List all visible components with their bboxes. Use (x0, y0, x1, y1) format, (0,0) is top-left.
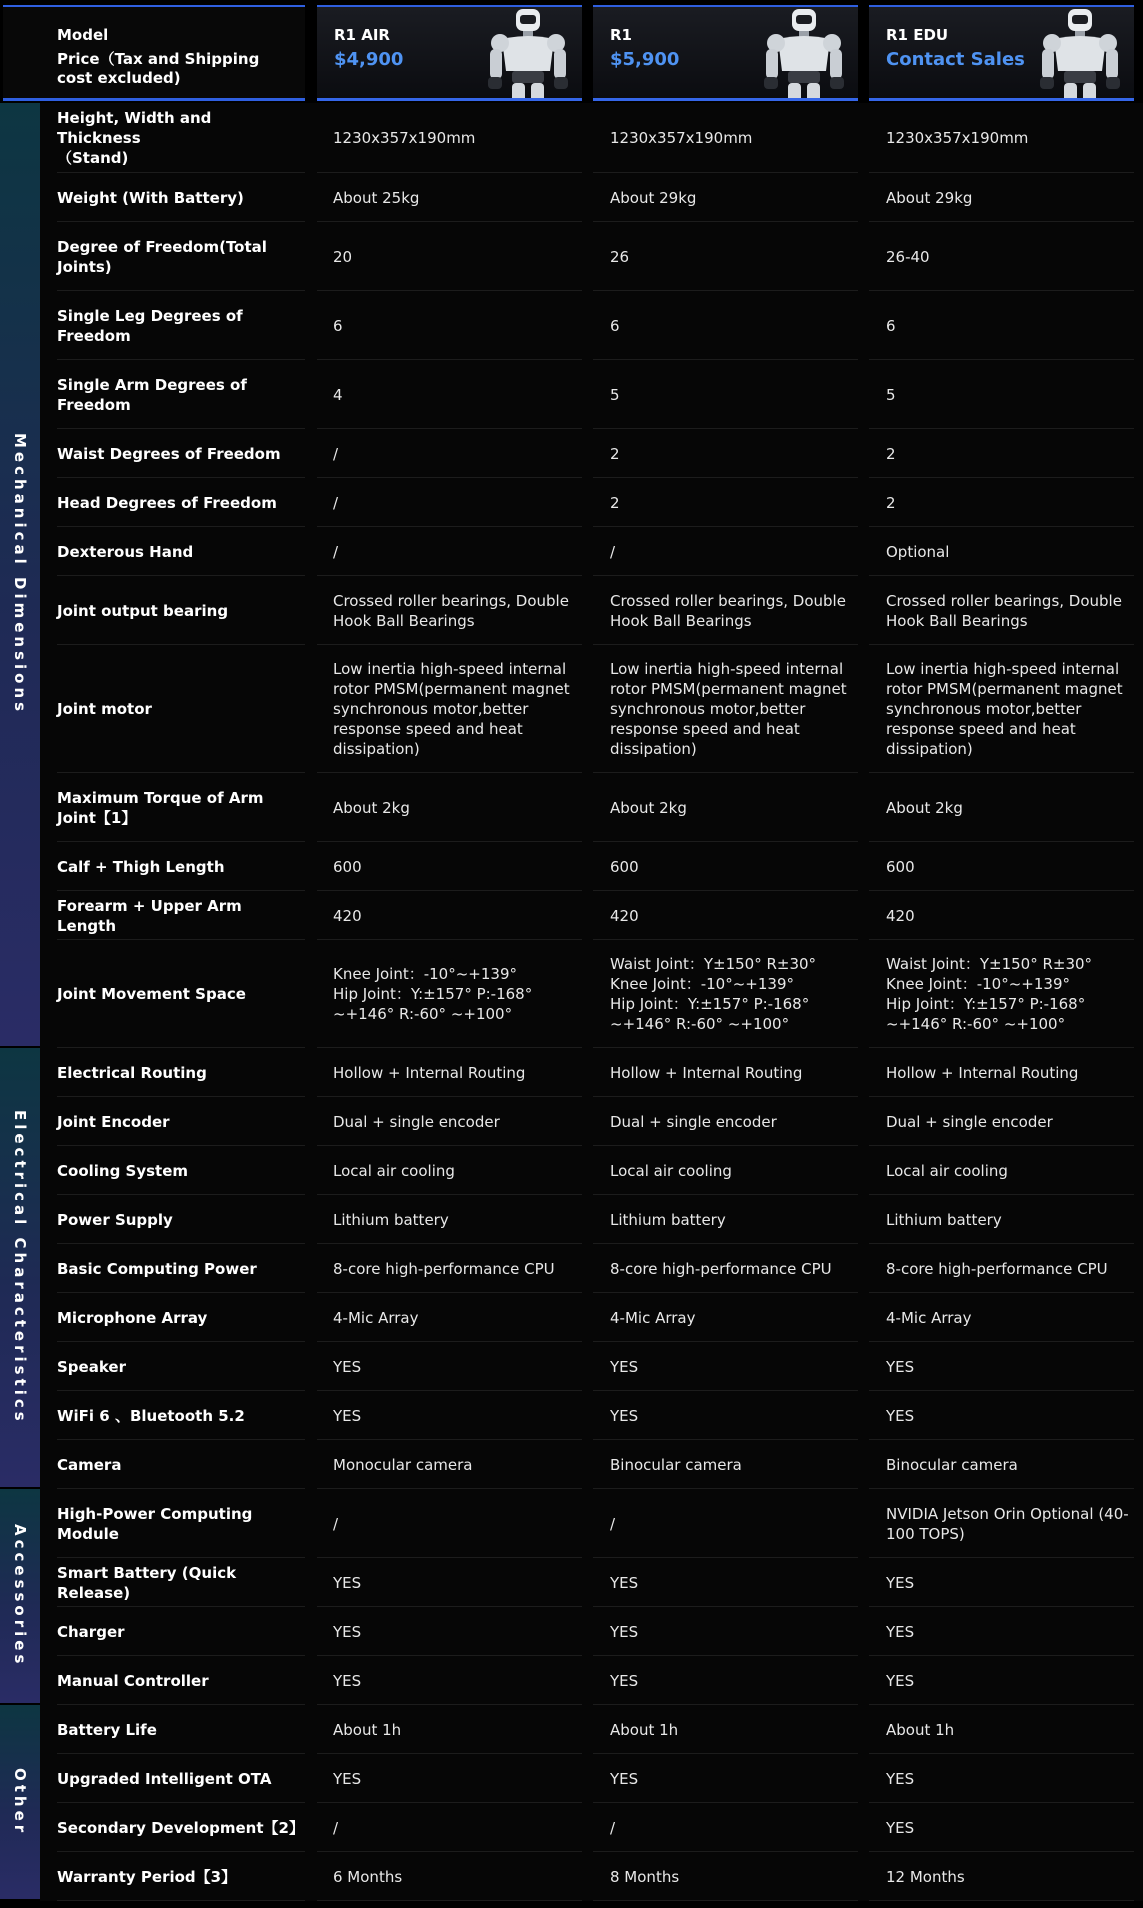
row-label: Upgraded Intelligent OTA (57, 1769, 272, 1788)
spec-value: 4-Mic Array (333, 1308, 419, 1327)
spec-value: 6 (333, 316, 343, 335)
spec-value: YES (886, 1573, 915, 1592)
row-label: Electrical Routing (57, 1063, 207, 1082)
spec-value: Lithium battery (333, 1210, 449, 1229)
spec-value: 26 (610, 247, 630, 266)
row-label: Joint motor (57, 700, 152, 718)
category-band (0, 1048, 40, 1487)
category-label: Mechanical Dimensions (11, 433, 29, 716)
spec-value: Low inertia high-speed internal rotor PMSM(permanent magnet synchronous motor,better response speed and heat dissipation) (610, 660, 847, 758)
row-label: Joint Encoder (57, 1112, 170, 1131)
row-label: Manual Controller (57, 1671, 209, 1690)
product-price: $4,900 (334, 49, 404, 70)
row-label: Warranty Period【3】 (57, 1867, 237, 1886)
spec-value: Crossed roller bearings, Double Hook Ball Bearings (886, 591, 1122, 630)
spec-value: 4-Mic Array (886, 1308, 972, 1327)
category-band (0, 1489, 40, 1703)
row-label: Maximum Torque of Arm Joint【1】 (57, 788, 264, 827)
spec-value: About 2kg (333, 798, 410, 817)
spec-value: 420 (333, 906, 362, 925)
price-label: Price（Tax and Shipping cost excluded) (57, 50, 260, 87)
spec-value: 8-core high-performance CPU (333, 1259, 555, 1278)
category-label: Accessories (11, 1524, 29, 1668)
header-model-cell (3, 5, 305, 101)
spec-value: 4 (333, 385, 343, 404)
spec-value: YES (886, 1357, 915, 1376)
row-label: Smart Battery (Quick Release) (57, 1563, 237, 1602)
spec-value: YES (333, 1357, 362, 1376)
category-label: Electrical Characteristics (11, 1110, 29, 1425)
spec-value: 420 (610, 906, 639, 925)
product-name: R1 AIR (334, 26, 390, 44)
spec-value: About 25kg (333, 188, 420, 207)
spec-value: 1230x357x190mm (886, 129, 1029, 147)
row-label: WiFi 6 、Bluetooth 5.2 (57, 1406, 245, 1425)
spec-value: Dual + single encoder (610, 1112, 777, 1131)
row-label: Head Degrees of Freedom (57, 493, 277, 512)
spec-value: 420 (886, 906, 915, 925)
spec-value: About 1h (886, 1720, 955, 1739)
row-label: Single Arm Degrees of Freedom (57, 375, 247, 414)
spec-value: Lithium battery (610, 1210, 726, 1229)
spec-value: / (333, 542, 339, 561)
spec-value: About 2kg (610, 798, 687, 817)
spec-value: 26-40 (886, 247, 930, 266)
row-label: Single Leg Degrees of Freedom (57, 306, 243, 345)
spec-value: YES (610, 1573, 639, 1592)
spec-value: Hollow + Internal Routing (886, 1063, 1079, 1082)
spec-value: YES (886, 1671, 915, 1690)
spec-value: 600 (610, 857, 639, 876)
product-price: Contact Sales (886, 49, 1025, 70)
row-label: Calf + Thigh Length (57, 857, 225, 876)
spec-value: / (333, 1514, 339, 1533)
spec-value: 600 (333, 857, 362, 876)
spec-value: YES (333, 1573, 362, 1592)
spec-value: About 29kg (886, 188, 973, 207)
spec-value: YES (610, 1622, 639, 1641)
spec-value: 6 Months (333, 1867, 403, 1886)
spec-value: 2 (886, 444, 896, 463)
spec-value: YES (886, 1818, 915, 1837)
spec-value: 2 (886, 493, 896, 512)
spec-value: 2 (610, 493, 620, 512)
spec-value: Local air cooling (886, 1161, 1008, 1180)
row-label: Waist Degrees of Freedom (57, 444, 281, 463)
category-band (0, 103, 40, 1046)
spec-value: Local air cooling (333, 1161, 455, 1180)
spec-value: Dual + single encoder (333, 1112, 500, 1131)
spec-value: / (610, 1514, 616, 1533)
spec-value: / (610, 1818, 616, 1837)
spec-value: Lithium battery (886, 1210, 1002, 1229)
robot-image (754, 7, 854, 101)
product-price: $5,900 (610, 49, 680, 70)
spec-value: Low inertia high-speed internal rotor PMSM(permanent magnet synchronous motor,better response speed and heat dissipation) (333, 660, 570, 758)
model-label: Model (57, 26, 109, 44)
spec-value: 8-core high-performance CPU (886, 1259, 1108, 1278)
category-band (0, 1705, 40, 1899)
spec-value: 6 (886, 316, 896, 335)
row-label: Basic Computing Power (57, 1259, 257, 1278)
product-name: R1 EDU (886, 26, 949, 44)
spec-value: About 1h (333, 1720, 402, 1739)
category-label: Other (11, 1767, 29, 1837)
spec-value: / (610, 542, 616, 561)
spec-value: Monocular camera (333, 1455, 473, 1474)
row-label: Microphone Array (57, 1308, 208, 1327)
spec-value: Local air cooling (610, 1161, 732, 1180)
spec-value: 20 (333, 247, 353, 266)
row-label: High-Power Computing Module (57, 1504, 253, 1543)
spec-value: YES (610, 1671, 639, 1690)
spec-value: Hollow + Internal Routing (333, 1063, 526, 1082)
product-name: R1 (610, 26, 632, 44)
spec-value: 2 (610, 444, 620, 463)
spec-value: YES (886, 1622, 915, 1641)
spec-value: 4-Mic Array (610, 1308, 696, 1327)
spec-value: YES (333, 1622, 362, 1641)
spec-value: About 2kg (886, 798, 963, 817)
spec-value: YES (333, 1406, 362, 1425)
spec-value: YES (610, 1769, 639, 1788)
spec-value: Optional (886, 542, 950, 561)
spec-value: 600 (886, 857, 915, 876)
spec-value: Binocular camera (886, 1455, 1018, 1474)
spec-value: 5 (886, 385, 896, 404)
product-column-r1 (593, 5, 858, 101)
row-label: Forearm + Upper Arm Length (57, 896, 242, 935)
spec-value: YES (610, 1406, 639, 1425)
row-label: Power Supply (57, 1210, 173, 1229)
spec-value: Crossed roller bearings, Double Hook Ball Bearings (333, 591, 569, 630)
spec-value: / (333, 444, 339, 463)
row-label: Joint output bearing (57, 601, 229, 620)
spec-value: NVIDIA Jetson Orin Optional (40-100 TOPS) (886, 1504, 1129, 1543)
row-label: Weight (With Battery) (57, 188, 244, 207)
spec-value: YES (886, 1769, 915, 1788)
row-label: Charger (57, 1622, 125, 1641)
product-column-r1-edu (869, 5, 1134, 101)
row-label: Speaker (57, 1357, 126, 1376)
spec-value: 1230x357x190mm (610, 129, 753, 147)
spec-value: Hollow + Internal Routing (610, 1063, 803, 1082)
spec-value: 1230x357x190mm (333, 129, 476, 147)
spec-value: Knee Joint：-10°~+139° Hip Joint：Y:±157° P:-168° ~+146° R:-60° ~+100° (333, 965, 533, 1023)
spec-value: YES (886, 1406, 915, 1425)
spec-value: Binocular camera (610, 1455, 742, 1474)
spec-value: 12 Months (886, 1867, 965, 1886)
product-column-r1-air (317, 5, 582, 101)
spec-value: Waist Joint：Y±150° R±30° Knee Joint：-10°~+139° Hip Joint：Y:±157° P:-168° ~+146° R:-60° ~+100° (610, 955, 817, 1033)
spec-value: YES (333, 1769, 362, 1788)
spec-value: Dual + single encoder (886, 1112, 1053, 1131)
spec-value: About 29kg (610, 188, 697, 207)
spec-value: 8 Months (610, 1867, 680, 1886)
spec-value: Low inertia high-speed internal rotor PMSM(permanent magnet synchronous motor,better response speed and heat dissipation) (886, 660, 1123, 758)
row-label: Secondary Development【2】 (57, 1818, 304, 1837)
spec-value: YES (333, 1671, 362, 1690)
spec-value: 5 (610, 385, 620, 404)
robot-image (1030, 7, 1130, 101)
row-label: Dexterous Hand (57, 542, 194, 561)
row-label: Battery Life (57, 1720, 157, 1739)
row-label: Cooling System (57, 1161, 189, 1180)
row-label: Joint Movement Space (57, 985, 246, 1003)
spec-value: Waist Joint：Y±150° R±30° Knee Joint：-10°~+139° Hip Joint：Y:±157° P:-168° ~+146° R:-60° ~+100° (886, 955, 1093, 1033)
spec-value: Crossed roller bearings, Double Hook Ball Bearings (610, 591, 846, 630)
spec-value: / (333, 493, 339, 512)
spec-value: 6 (610, 316, 620, 335)
robot-image (478, 7, 578, 101)
row-label: Height, Width and Thickness （Stand) (57, 109, 212, 167)
spec-value: / (333, 1818, 339, 1837)
spec-value: 8-core high-performance CPU (610, 1259, 832, 1278)
spec-value: About 1h (610, 1720, 679, 1739)
row-label: Degree of Freedom(Total Joints) (57, 237, 267, 276)
row-label: Camera (57, 1455, 122, 1474)
spec-value: YES (610, 1357, 639, 1376)
